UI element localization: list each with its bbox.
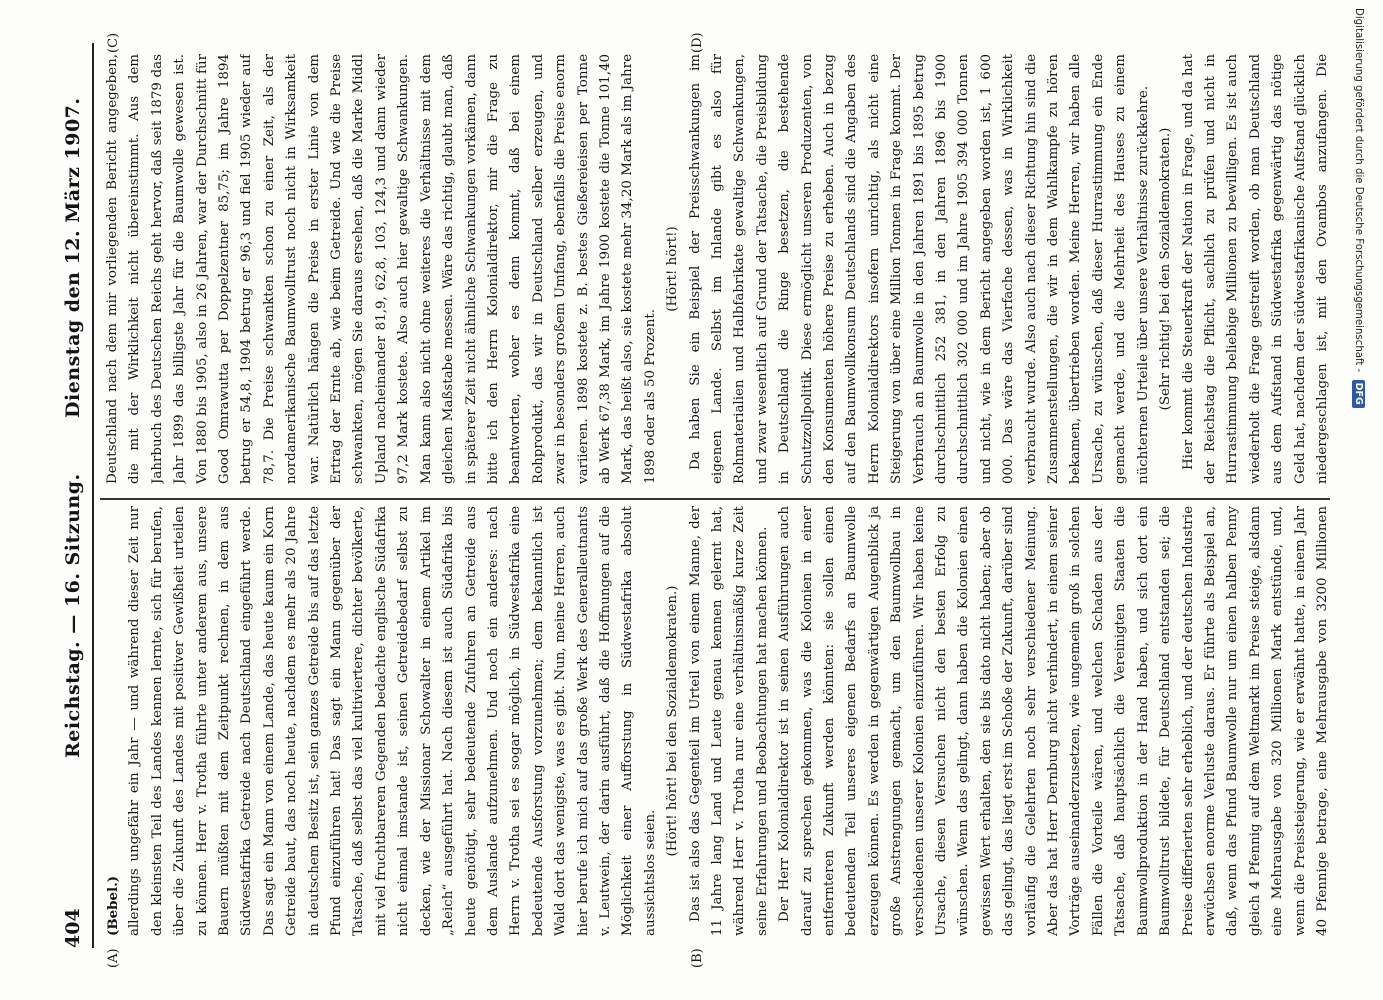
paragraph: Hier kommt die Steuerkraft der Nation in Frage, und da hat der Reichstag die Pflicht, sachlich zu prüfen und nicht in Hurrastimmung beliebige Millionen zu bewilligen. Es ist auch wiederholt die Frage gestreift worden, ob man Deutschland aus dem Aufstand in Südwestafrika gegenwärtig das nötige Geld hat, nachdem der südwestafrikanische Aufstand glücklich niedergeschlagen ist, mit den Ovambos anzufangen. Die [1180, 54, 1330, 484]
paragraph: allerdings ungefähr ein Jahr — und während dieser Zeit nur den kleinsten Teil des Landes kennen lernte, sich für berufen, über die Zukunft des Landes mit positiver Gewißheit urteilen zu können. Herr v. Trotha führte unter anderem aus, unsere Bauern müßten mit dem Zeitpunkt rechnen, in dem aus Südwestafrika Getreide nach Deutschland eingeführt werde. Das sagt ein Mann von einem Lande, das heute kaum ein Korn Getreide baut, das noch heute, nachdem es mehr als 20 Jahre in deutschem Besitz ist, sein ganzes Getreide bis auf das letzte Pfund einzuführen hat! Das sagt ein Mann gegenüber der Tatsache, daß selbst das viel kultiviertere, dichter bevölkerte, mit viel fruchtbareren Gegenden bedachte englische Südafrika nicht einmal imstande ist, seinen Getreidebedarf selbst zu decken, wie der Missionar Schowalter in einem Artikel im „Reich“ ausgeführt hat. Nach diesem ist auch Südafrika bis heute genötigt, sehr bedeutende Zufuhren an Getreide aus dem Auslande aufzunehmen. Und noch ein anderes: nach Herrn v. Trotha sei es sogar möglich, in Südwestafrika eine bedeutende Ausforstung vorzunehmen; dem bekanntlich ist Wald dort das wenigste, was es gibt. Nun, meine Herren, auch hier berufe ich mich auf das große Werk des Generalleutnants v. Leutwein, der darin ausführt, daß die Hoffnungen auf die Möglichkeit einer Aufforstung in Südwestafrika absolut aussichtslos seien. [127, 506, 658, 936]
header-rule [92, 43, 94, 948]
speaker-label: (Bebel.) [105, 875, 121, 936]
interjection: (Hört! hört! bei den Sozialdemokraten.) [665, 585, 681, 857]
funding-note-text [1344, 8, 1368, 988]
paragraph: Da haben Sie ein Beispiel der Preisschwankungen im eigenen Lande. Selbst im Inlande gibt es also für Rohmaterialien und Halbfabrikate gewaltige Schwankungen, und zwar wesentlich auf Grund der Tatsache, die Preisbildung in Deutschland die Ringe besetzen, die bestehende Schutzzollpolitik. Diese ermöglicht unseren Produzenten, von den Konsumenten höhere Preise zu erheben. Auch in bezug auf den Baumwollkonsum Deutschlands sind die Angaben des Herrn Kolonialdirektors insofern unrichtig, als nicht eine Steigerung von über eine Million Tonnen in Frage kommt. Der Verbrauch an Baumwolle in den Jahren 1891 bis 1895 betrug durchschnittlich 252 381, in den Jahren 1896 bis 1900 durchschnittlich 302 000 und im Jahre 1905 394 000 Tonnen und nicht, wie in dem Bericht angegeben worden ist, 1 600 000. Das wäre das Vierfache dessen, was in Wirklichkeit verbraucht wurde. Also auch nach dieser Richtung hin sind die Zusammenstellungen, die wir in dem Wahlkampfe zu hören bekamen, übertrieben worden. Meine Herren, wir haben alle Ursache, zu wünschen, daß dieser Hurrastimmung ein Ende gemacht werde, und die Mehrheit des Hauses zu einem nüchternen Urteile über unsere Verhältnisse zurückkehre. [687, 54, 1151, 484]
paragraph: Das ist also das Gegenteil im Urteil von einem Manne, der 11 Jahre lang Land und Leute genau kennen gelernt hat, während Herr v. Trotha nur eine verhältnismäßig kurze Zeit seine Erfahrungen und Beobachtungen hat machen können. [687, 506, 770, 936]
funding-note-label: Digitalisierung gefördert durch die Deutsche Forschungsgemeinschaft - [1353, 8, 1364, 373]
funding-side-note [1346, 8, 1370, 988]
header-session-title: Reichstag. — 16. Sitzung. [62, 473, 84, 758]
left-text-column [102, 506, 1332, 936]
margin-marker-c: (C) [106, 32, 121, 53]
header-date: Dienstag den 12. März 1907. [62, 97, 84, 418]
column-divider [100, 498, 1330, 500]
margin-marker-a: (A) [106, 948, 121, 968]
interjection: (Hört! hört!) [665, 226, 681, 312]
interjection: (Sehr richtig! bei den Sozialdemokraten.) [1158, 127, 1174, 411]
paragraph: Der Herr Kolonialdirektor ist in seinen Ausführungen auch darauf zu sprechen gekommen, was die Kolonien in einer entfernteren Zukunft werden könnten: sie sollen einen bedeutenden Teil unseres eigenen Bedarfs an Baumwolle erzeugen können. Es werden in gegenwärtigen Augenblick ja große Anstrengungen gemacht, um den Baumwollbau in verschiedenen unserer Kolonien einzuführen. Wir haben keine Ursache, diesen Versuchen nicht den besten Erfolg zu wünschen. Wenn das gelingt, dann haben die Kolonien einen gewissen Wert erhalten, den sie bis dato nicht haben; aber ob das gelingt, das liegt erst im Schoße der Zukunft, darüber sind vorläufig die Gelehrten noch sehr verschiedener Meinung. Aber das hat Herr Dernburg nicht verhindert, in einem seiner Vorträge auseinanderzusetzen, wie ungemein groß in solchen Fällen die Vorteile wären, und welchen Schaden aus der Tatsache, daß hauptsächlich die Vereinigten Staaten die Baumwollproduktion in der Hand haben, und sich dort ein Baumwolltrust bildete, für Deutschland entstanden sei; die Preise differierten sehr erheblich, und der deutschen Industrie erwüchsen enorme Verluste daraus. Er führte als Beispiel an, daß, wenn das Pfund Baumwolle nur um einen halben Penny gleich 4 Pfennig auf dem Weltmarkt im Preise steige, alsdann eine Mehrausgabe von 320 Millionen Mark entstünde, und, wenn die Preissteigerung, wie er erwähnt hatte, in einem Jahr 40 Pfennige betrage, eine Mehrausgabe von 3200 Millionen [777, 506, 1330, 936]
page-header [60, 48, 88, 948]
paragraph: Deutschland nach dem mir vorliegenden Bericht angegeben, die mit der Wirklichkeit nicht übereinstimmt. Aus dem Jahrbuch des Deutschen Reichs geht hervor, daß seit 1879 das Jahr 1899 das billigste Jahr für die Baumwolle gewesen ist. Von 1880 bis 1905, also in 26 Jahren, war der Durchschnitt für Good Omrawutta per Doppelzentner 85,75; im Jahre 1894 betrug er 54,8, 1904 betrug er 96,3 und fiel 1905 wieder auf 78,7. Die Preise schwankten schon zu einer Zeit, als der nordamerikanische Baumwolltrust noch nicht in Wirksamkeit war. Natürlich hängen die Preise in erster Linie von dem Ertrag der Ernte ab, wie beim Getreide. Und wie die Preise schwankten, mögen Sie daraus ersehen, daß die Marke Middl Upland nacheinander 81,9, 62,8, 103, 124,3 und dann wieder 97,2 Mark kostete. Also auch hier gewaltige Schwankungen. Man kann also nicht ohne weiteres die Verhältnisse mit dem gleichen Maßstabe messen. Wäre das richtig, glaubt man, daß in späterer Zeit nicht ähnliche Schwankungen vorkämen, dann bitte ich den Herrn Kolonialdirektor, mir die Frage zu beantworten, woher es denn kommt, daß bei einem Rohprodukt, das wir in Deutschland selber erzeugen, und zwar in besonders großem Umfang, ebenfalls die Preise enorm variieren. 1898 kostete z. B. bestes Gießereieisen per Tonne ab Werk 67,38 Mark, im Jahre 1900 kostete die Tonne 101,40 Mark, das heißt also, sie kostete mehr 34,20 Mark als im Jahre 1898 oder als 50 Prozent. [105, 54, 658, 484]
margin-marker-d: (D) [690, 32, 705, 53]
document-page [40, 30, 1350, 970]
right-text-column [102, 54, 1332, 484]
page-number: 404 [62, 908, 84, 948]
dfg-logo: DFG [1353, 380, 1366, 408]
margin-marker-b: (B) [690, 948, 705, 968]
